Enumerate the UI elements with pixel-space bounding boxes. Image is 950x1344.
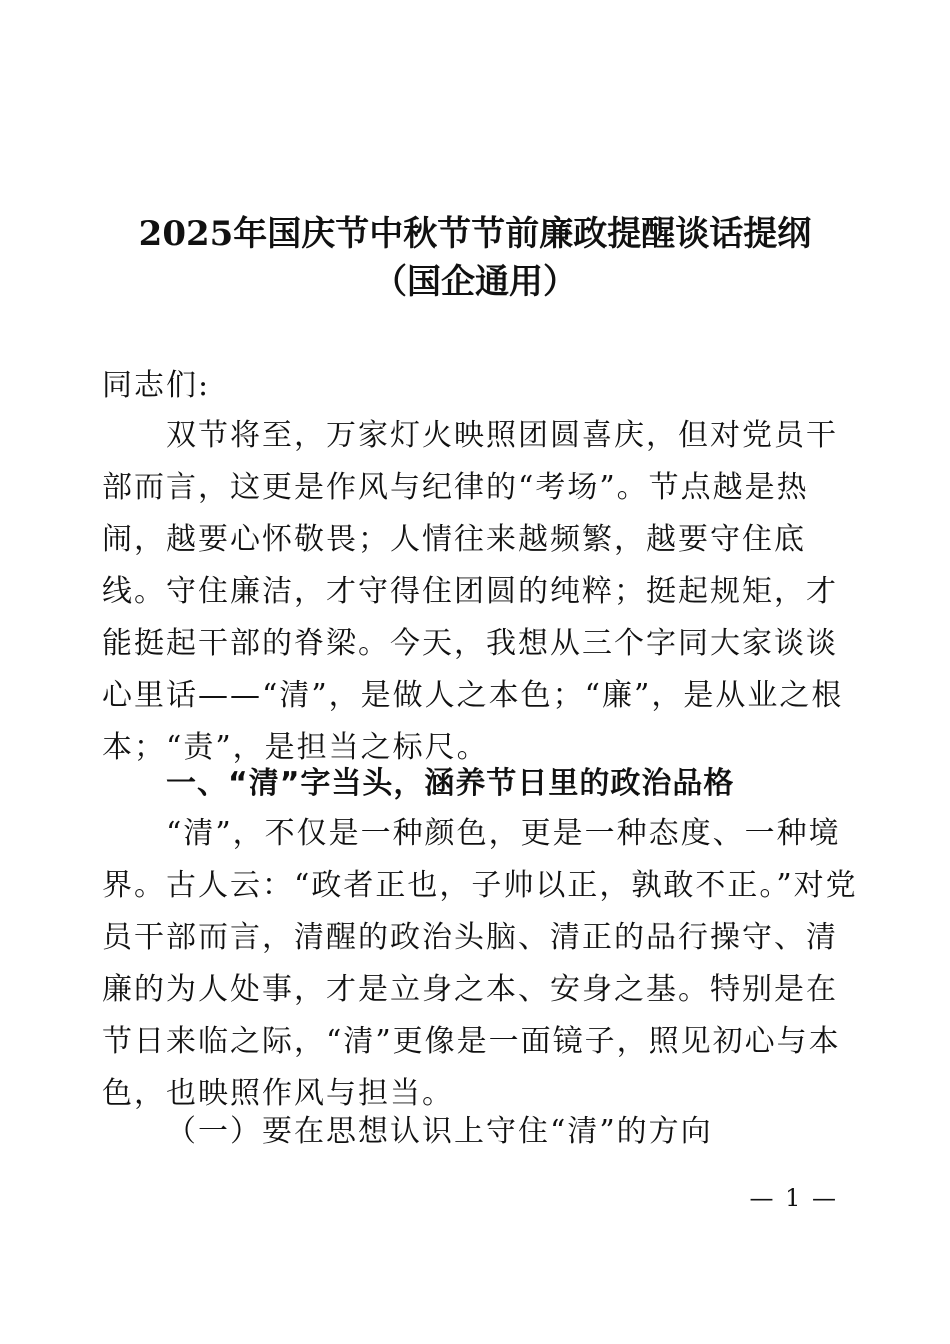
paragraph-section-1: “清”，不仅是一种颜色，更是一种态度、一种境界。古人云：“政者正也，子帅以正，孰敢不正。”对党员干部而言，清醒的政治头脑、清正的品行操守、清廉的为人处事，才是立身之本、安身之基。特别是在节日来临之际，“清”更像是一面镜子，照见初心与本色，也映照作风与担当。	[102, 816, 858, 1111]
document-title: 2025年国庆节中秋节节前廉政提醒谈话提纲	[138, 214, 812, 254]
page-number: — 1 —	[749, 1184, 838, 1212]
document-subtitle: （国企通用）	[373, 262, 577, 302]
section-heading-1: 一、“清”字当头，涵养节日里的政治品格	[166, 766, 735, 801]
salutation: 同志们:	[102, 368, 211, 403]
paragraph-intro: 双节将至，万家灯火映照团圆喜庆，但对党员干部而言，这更是作风与纪律的“考场”。节点越是热闹，越要心怀敬畏；人情往来越频繁，越要守住底线。守住廉洁，才守得住团圆的纯粹；挺起规矩，才能挺起干部的脊梁。今天，我想从三个字同大家谈谈心里话——“清”，是做人之本色；“廉”，是从业之根本；“责”，是担当之标尺。	[102, 418, 844, 765]
subsection-heading-1: （一）要在思想认识上守住“清”的方向	[166, 1114, 713, 1149]
